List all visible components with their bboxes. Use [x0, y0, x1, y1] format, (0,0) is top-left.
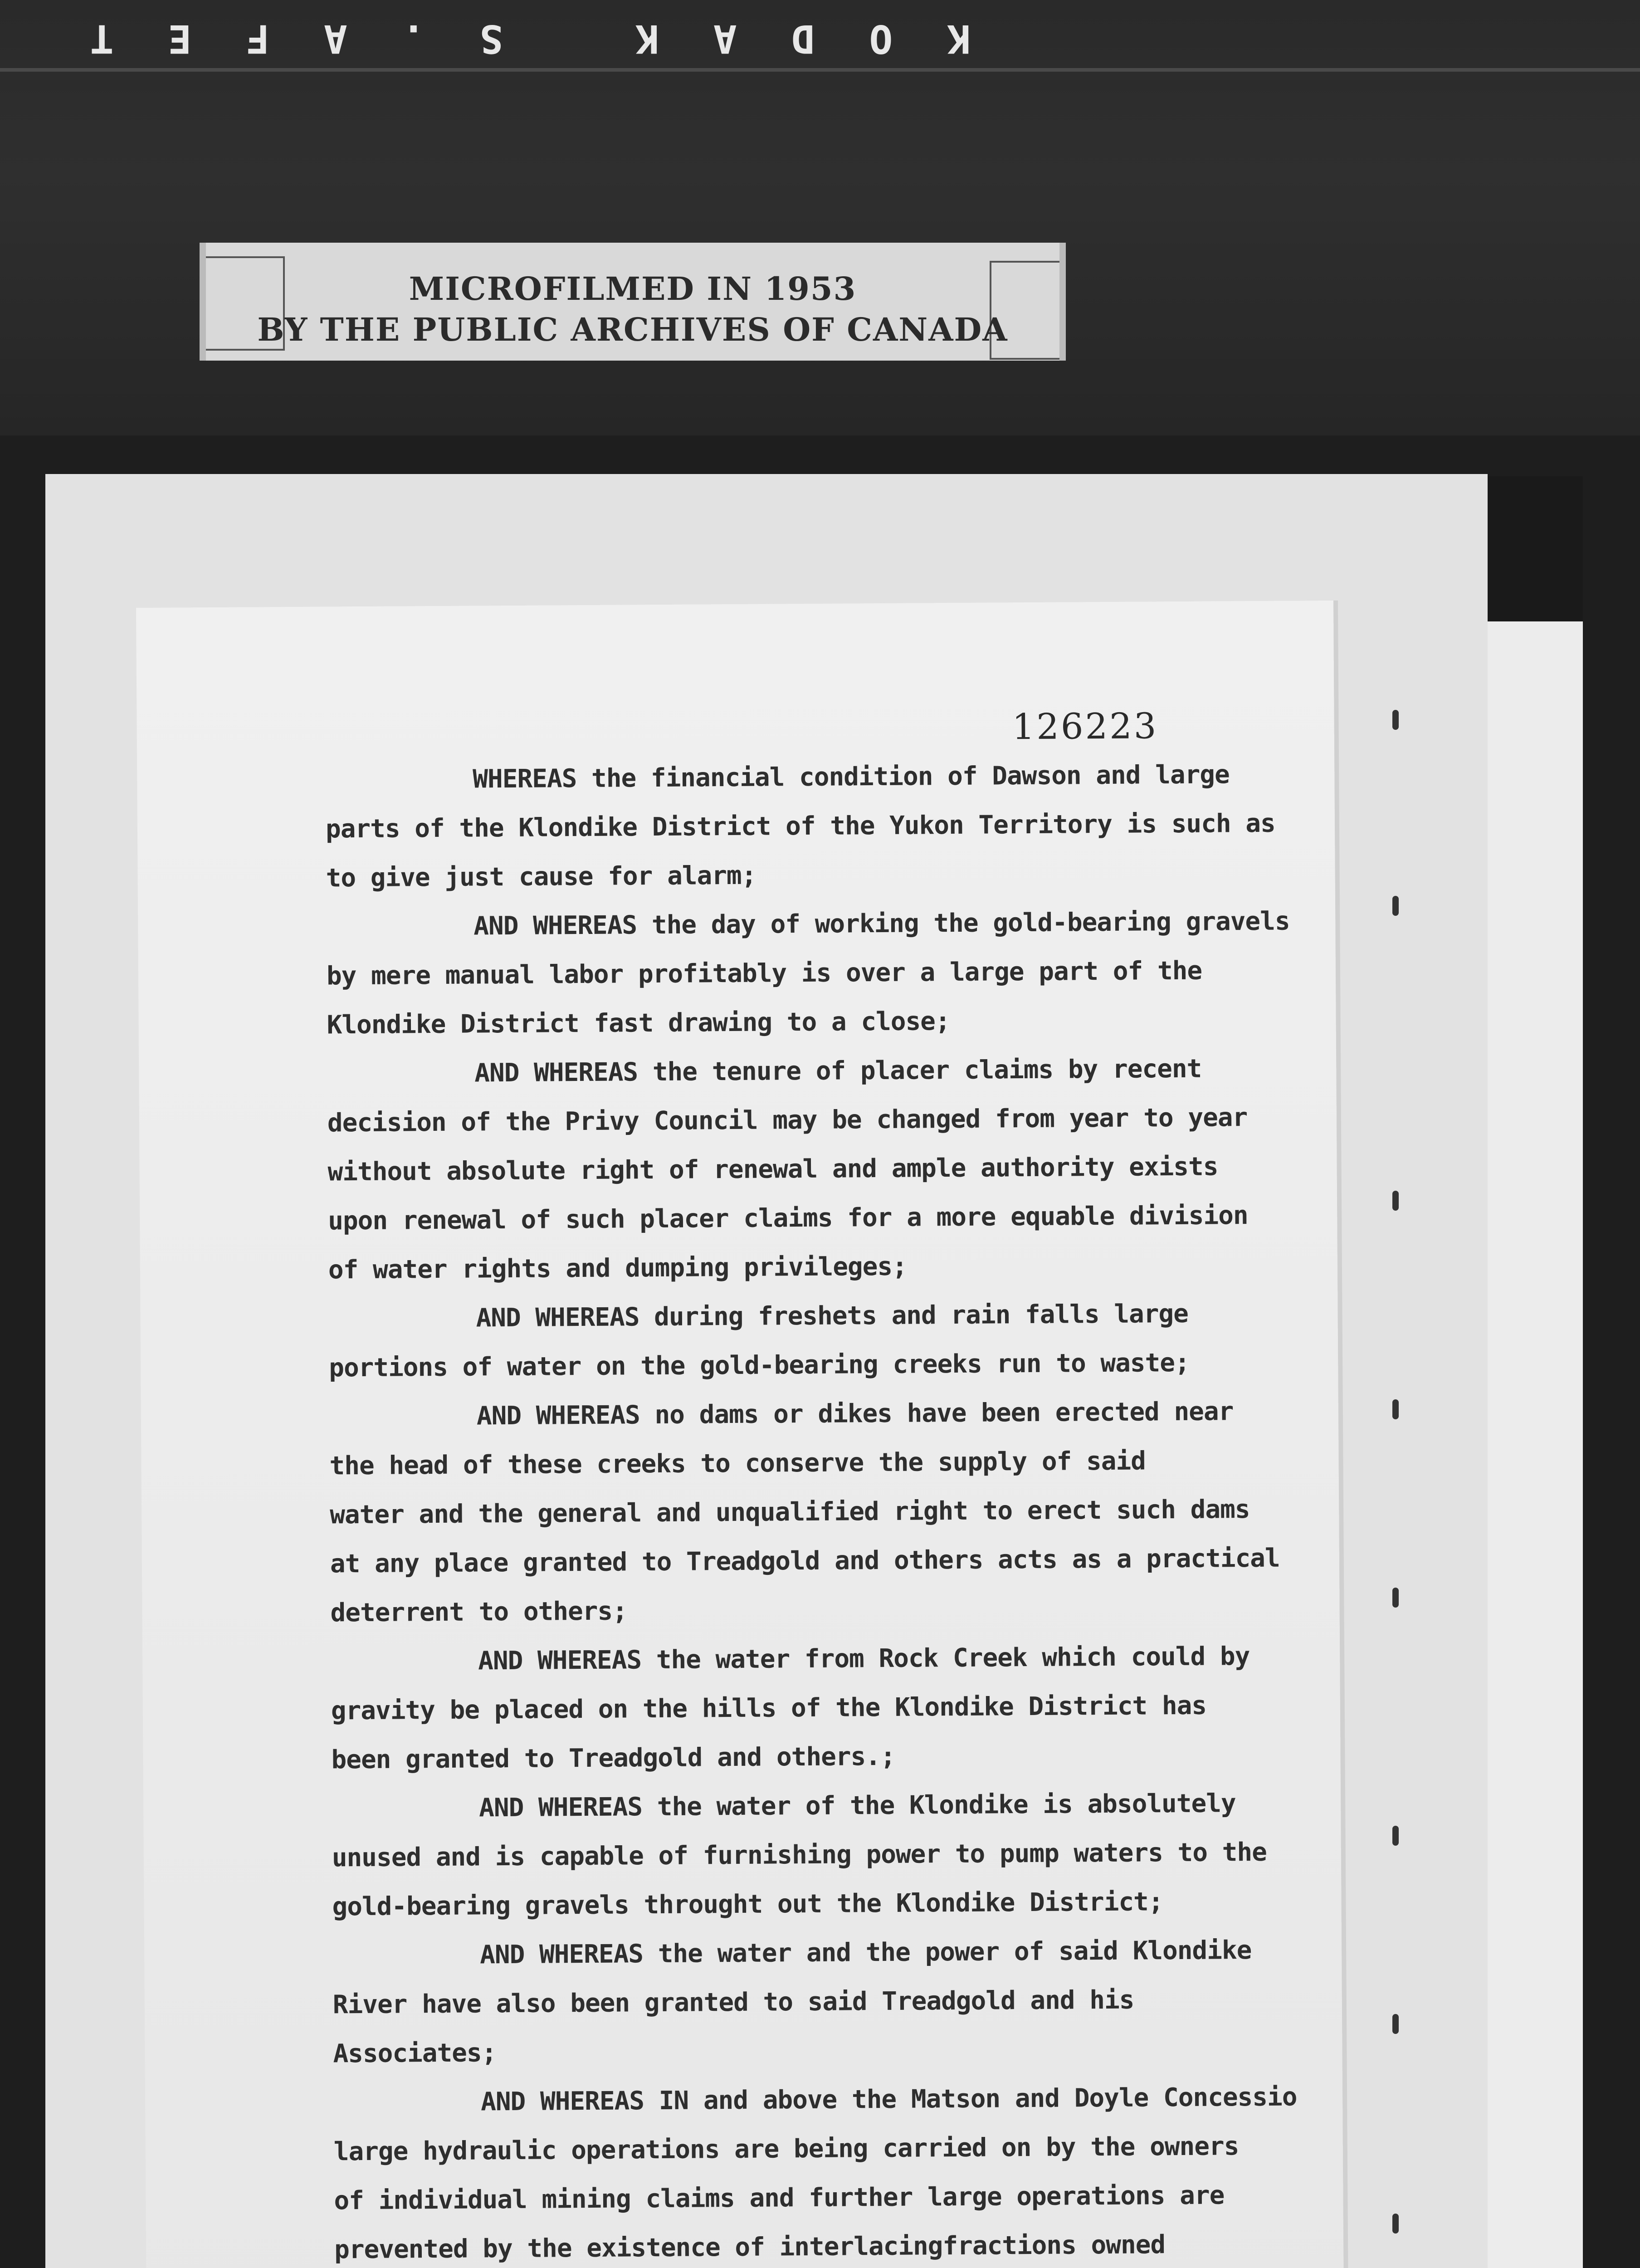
text-line: the head of these creeks to conserve the supply of said: [329, 1446, 1146, 1481]
hole-mark: [1392, 896, 1399, 916]
text-line: decision of the Privy Council may be changed from year to year: [327, 1103, 1248, 1138]
text-line: of water rights and dumping privileges;: [328, 1251, 907, 1285]
microfilm-label: [200, 243, 1066, 361]
text-line: AND WHEREAS the tenure of placer claims by recent: [474, 1054, 1202, 1088]
text-line: of individual mining claims and further large operations are: [334, 2180, 1225, 2216]
text-line: been granted to Treadgold and others.;: [331, 1741, 895, 1775]
hole-mark: [1392, 1588, 1399, 1608]
text-line: AND WHEREAS the day of working the gold-bearing gravels: [473, 906, 1290, 941]
text-line: to give just cause for alarm;: [326, 860, 757, 893]
text-line: deterrent to others;: [330, 1596, 628, 1628]
microfilm-label-line2: BY THE PUBLIC ARCHIVES OF CANADA: [257, 311, 1008, 348]
text-line: Associates;: [333, 2038, 497, 2069]
text-line: gold-bearing gravels throught out the Klondike District;: [332, 1887, 1163, 1922]
hole-mark: [1392, 2214, 1399, 2234]
hole-mark: [1392, 710, 1399, 730]
text-line: gravity be placed on the hills of the Klondike District has: [331, 1691, 1207, 1726]
hole-mark: [1392, 2014, 1399, 2034]
text-line: large hydraulic operations are being carried on by the owners: [333, 2131, 1239, 2167]
text-line: AND WHEREAS the water from Rock Creek which could by: [478, 1642, 1250, 1676]
text-line: parts of the Klondike District of the Yukon Territory is such as: [325, 808, 1275, 844]
text-line: without absolute right of renewal and ample authority exists: [327, 1152, 1218, 1187]
hole-mark: [1392, 1826, 1399, 1846]
text-line: AND WHEREAS the water of the Klondike is absolutely: [478, 1789, 1236, 1823]
text-line: unused and is capable of furnishing power to pump waters to the: [332, 1837, 1267, 1873]
text-line: Klondike District fast drawing to a close;: [327, 1007, 950, 1040]
typed-page: [136, 601, 1345, 2268]
text-line: WHEREAS the financial condition of Dawson and large: [473, 760, 1230, 794]
text-line: prevented by the existence of interlacingfractions owned: [334, 2230, 1166, 2265]
right-margin-strip: [1488, 621, 1583, 2268]
text-line: River have also been granted to said Treadgold and his: [332, 1985, 1134, 2020]
film-strip-top: [0, 0, 1640, 435]
text-line: water and the general and unqualified right to erect such dams: [330, 1495, 1250, 1530]
page-number: 126223: [1012, 706, 1158, 748]
text-line: upon renewal of such placer claims for a more equable division: [328, 1201, 1248, 1236]
film-edge-text: KODAK S.AFET: [35, 16, 971, 61]
hole-mark: [1392, 1399, 1399, 1419]
hole-mark: [1392, 1191, 1399, 1211]
text-line: AND WHEREAS IN and above the Matson and Doyle Concessio: [480, 2082, 1297, 2117]
text-line: portions of water on the gold-bearing creeks run to waste;: [329, 1348, 1190, 1383]
text-line: by mere manual labor profitably is over a large part of the: [326, 956, 1202, 991]
microfilm-label-line1: MICROFILMED IN 1953: [409, 270, 857, 308]
text-line: AND WHEREAS no dams or dikes have been erected near: [476, 1397, 1234, 1431]
dark-margin: [1488, 476, 1583, 621]
text-line: AND WHEREAS during freshets and rain falls large: [476, 1299, 1189, 1333]
text-line: at any place granted to Treadgold and others acts as a practical: [330, 1543, 1280, 1579]
text-line: AND WHEREAS the water and the power of said Klondike: [479, 1936, 1252, 1970]
film-edge-line: [0, 68, 1640, 72]
